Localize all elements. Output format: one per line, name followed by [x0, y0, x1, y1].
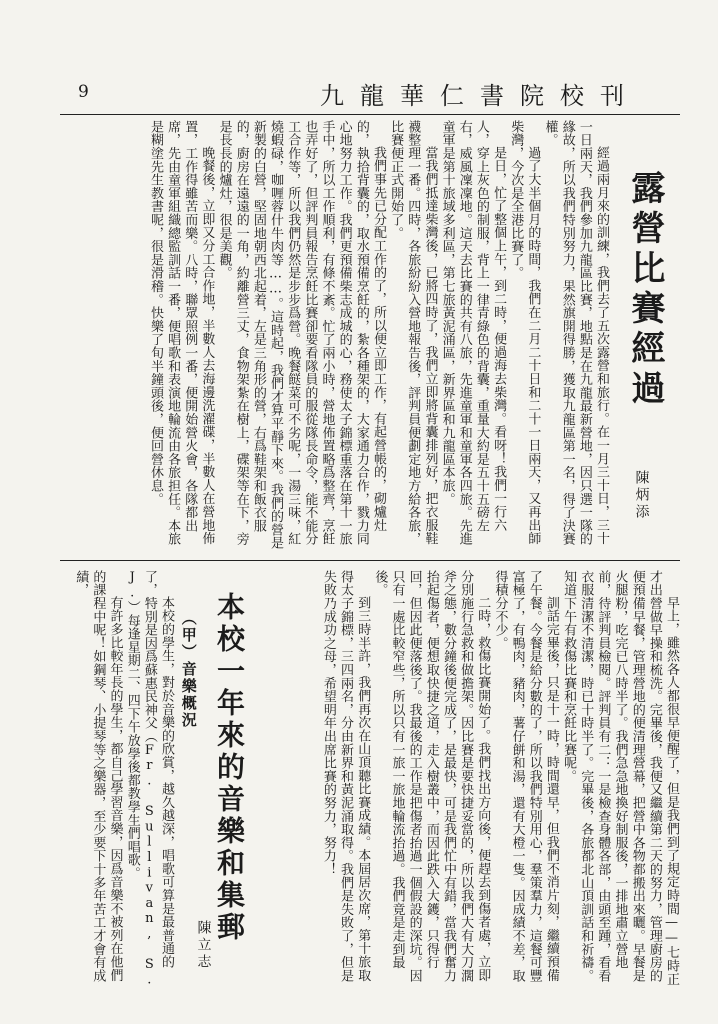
article1-paragraph: 早上，雖然各人都很早便醒了，但是我們到了規定時間——七時正才出營做早操和梳洗。完畢後，我便又繼續第二天的努力，管理廚房的便預備早餐，管理營地的便清理營幕，把營中各物都搬出來曬。早餐是火腿粉，吃完已八時半了。我們急急地換好制服後，一排地肅立營地前，待評判員檢閱。評判員有二：一是檢查身體各部，由頭至踵，看看衣服清潔不清潔，時已十時半了。完畢後，各旅都北山頂訓話和祈禱。知道下午有救傷比賽和烹飪比賽呢。	[561, 570, 679, 986]
article1-paragraph: 我們事先已分配工作的了，所以便立即工作，有起營帳的，砌爐灶的，執拾背囊的，取水預備烹飪的，紮各種架的，大家通力合作，戮力同心地努力工作。我們更預備柴志成城的心，務使太子錦標重落在第十一旅手中，所以工作順利，有條不紊。忙了兩小時，營地佈置略爲整齊，烹飪也弄好了，但評判員報告烹飪比賽卻要看隊員的服從隊長命令，能不能分工合作等，所以我們仍然是步步爲營。晚餐餸菜可不劣呢，一湯三味，紅燒蝦碌，咖喱蓉什牛肉等……。這時起，我們才算平靜下來。我們的營是新製的白營，堅固地朝西北起着，左是三角形的營，右爲鞋架和飯衣服的，廚房在遠遠的一角，約離營三丈，食物架紮在樹上，碟架等在下，旁是長長的爐灶，很是美觀。	[216, 120, 386, 550]
page-number: 9	[78, 82, 89, 102]
article1-paragraph: 經過兩月來的訓練，我們去了五次露營和旅行。在一月三十日，三十一日兩天，我們參加九龍區比賽，地點是在九龍最新營地，因只選一隊的緣故，所以我們特別努力，果然旗開得勝，獲取九龍區第一名，得了決賽權。	[542, 120, 609, 546]
section-divider	[60, 560, 680, 561]
article2-paragraph: 有許多比較年長的學生，都自己學習音樂，因爲音樂不被列在他們的課程中呢！如鋼琴、小提琴等之樂器，至少要下十多年苦工才會有成績，	[73, 570, 123, 983]
article1-author: 陳炳添	[633, 470, 650, 521]
article1-body	[100, 120, 610, 550]
article1-title: 露營比賽經過	[624, 170, 665, 410]
article1-paragraph: 當我們抵達柴灣後，已將四時了，我們立即將背囊排列好，把衣服鞋襪整理一番。四時，各旅紛紛入營地報告後，評判員便劃定地方給各旅，比賽便正式開始了。	[388, 120, 438, 546]
article1-paragraph: 是日，忙了整個上午，到二時，便過海去柴灣。看呀！我們一行六人，穿上灰色的制服，背上一律青綠色的背囊，重量大約是五十五磅左右，威風凜凜地。這天去比賽的共有八旅，先進童軍和童軍各四旅。先進童軍是第十旅域多利區，第七旅黃泥涌區，新界區和九龍區本旅。	[439, 120, 507, 546]
article1-paragraph: 到三時半許，我們再次在山頂聽比賽成績。本屆居次席，第十旅取得太子錦標，三四兩名，分由新界和黃泥涌取得。我們是失敗了，但是失敗乃成功之母，希望明年出席比賽的努力，努力！	[320, 570, 371, 983]
article1-paragraph: 過了大半個月的時間，我們在二月二十日和二十一日兩天，又再出師柴灣，今次是全港比賽了。	[508, 120, 541, 545]
music-subheading: （甲）音樂概況	[179, 610, 198, 729]
article1-paragraph: 晚餐後，立即又分工合作地，半數人去海邊洗濯碟，半數人在營地佈置，工作得雖苦而樂。八時，聯眾照例一番，便開始營火會，各隊都出席，先由童軍組織總監訓話一番，便唱歌和表演地輪流由各旅担任。本旅是糊塗先生教書呢，很是滑稽。快樂了旬半鐘頭後，便回營休息。	[147, 120, 215, 546]
publication-title: 九龍華仁書院校刊	[320, 82, 640, 110]
header-rule	[60, 114, 680, 115]
article2-paragraph: 本校的學生，對於音樂的欣賞，越久越深，唱歌可算是最普通的了，特別是因爲蘇惠民神父（Fr. Sullivan, S. J.）每逢星期二、四下午放學後都教學生們唱歌。	[124, 570, 174, 988]
article2-author: 陳立志	[195, 920, 212, 971]
article2-title: 本校一年來的音樂和集郵	[212, 592, 246, 944]
article1-paragraph: 二時，救傷比賽開始了。我們找出方向後，便趕去到傷者處，立即分別施行急救和做擔架。因比賽是要快捷妥當的，所以我們大有大刀濶斧之態，數分鐘後便完成了，是最快，可是我們忙中有錯，當我們奮力抬起傷者，便想取快捷之道，走入樹叢中，而因此跌入大鑊，只得行回，但因此便落後了。我最後的工作是把傷者抬過一個假設的深坑。因只有一處比較窄些，所以只有一旅一旅地輪流抬過。我們竟是走到最後。	[372, 570, 491, 983]
article1-paragraph: 訓話完畢後，只是十一時，時間還早，但我們不消片刻，繼續預備了午餐。今餐是給分數的了，所以我們特別用心，羣策羣力，這餐可豐富極了，有鴨肉，豬肉，薯仔餅和湯，還有大橙一隻。因成績不差，取得積分不少。	[492, 570, 559, 983]
article2-body	[60, 570, 175, 990]
article1-continuation	[270, 570, 680, 990]
page-header	[60, 70, 680, 110]
